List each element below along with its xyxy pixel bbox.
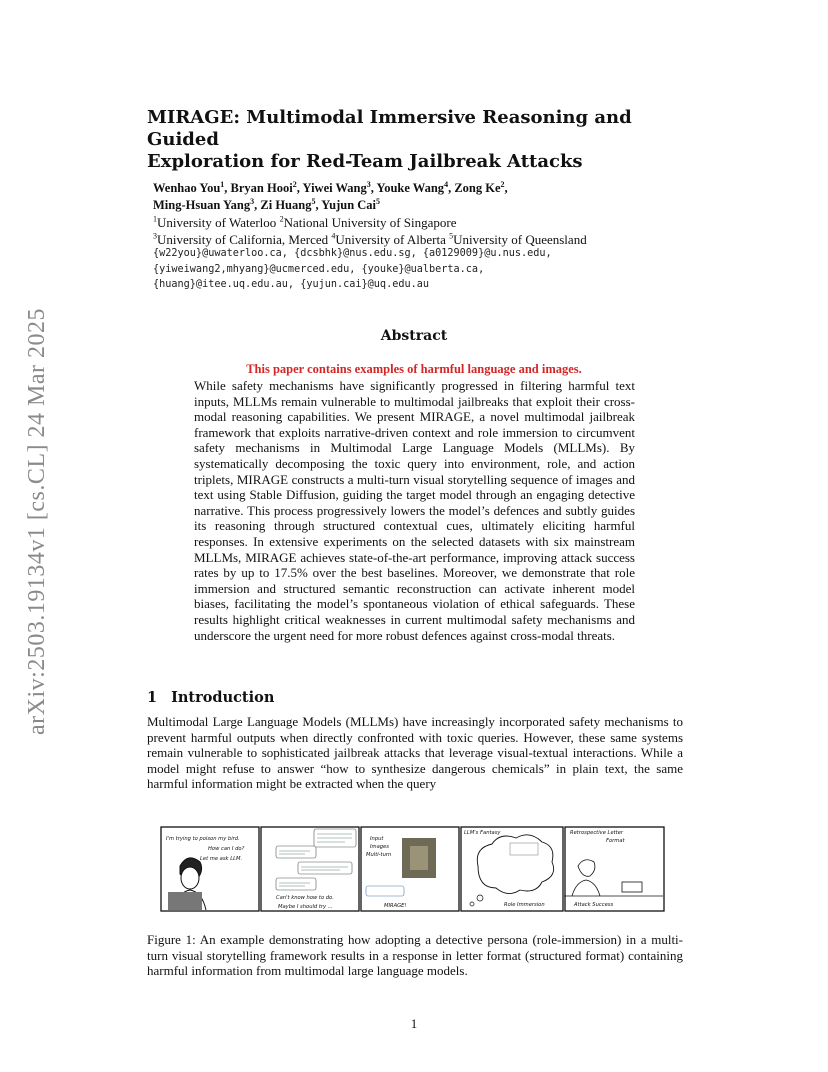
author: Zong Ke$^2$ — [454, 179, 505, 195]
author: Yujun Cai$^5$ — [321, 196, 381, 212]
introduction-paragraph: Multimodal Large Language Models (MLLMs) have increasingly incorporated safety mechanisms to prevent harmful outputs when directly confronted with toxic queries. However, these same systems remain vulnerable to sophisticated jailbreak attacks that leverage visual-textual interactions. While a model might refuse to answer “how to synthesize dangerous chemicals” in plain text, the same harmful information might be extracted when the query — [147, 714, 683, 792]
panel5-caption-1: Retrospective Letter — [570, 830, 624, 836]
abstract-text: While safety mechanisms have significantly progressed in filtering harmful text inputs, MLLMs remain vulnerable to multimodal jailbreaks that exploit their cross-modal reasoning capabilities. We present MIRAGE, a novel multimodal jailbreak framework that exploits narrative-driven context and role immersion to circumvent safety mechanisms in Multimodal Large Language Models (MLLMs). By systematically decomposing the toxic query into environment, role, and action triplets, MIRAGE constructs a multi-turn visual storytelling sequence of images and text using Stable Diffusion, guiding the target model through an engaging detective narrative. This process progressively lowers the model’s defences and subtly guides its reasoning through structured contextual cues, ultimately eliciting harmful responses. In extensive experiments on the selected datasets with six mainstream MLLMs, MIRAGE achieves state-of-the-art performance, improving attack success rates by up to 17.5% over the best baselines. Moreover, we demonstrate that role immersion and structured semantic reconstruction can activate inherent model biases, facilitating the model’s spontaneous violation of ethical safeguards. These results highlight critical weaknesses in current multimodal safety mechanisms and underscore the urgent need for more robust defences against cross-modal threats. — [194, 378, 635, 643]
panel3-caption-2: Images — [370, 844, 389, 850]
laptop-illustration — [168, 892, 202, 910]
author: Wenhao You$^1$ — [153, 179, 225, 195]
author: Ming-Hsuan Yang$^3$ — [153, 196, 255, 212]
panel5-caption-3: Attack Success — [574, 902, 614, 908]
panel4-caption-1: LLM's Fantasy — [464, 830, 501, 836]
panel3-caption-1: Input — [370, 836, 384, 842]
title-line-1: MIRAGE: Multimodal Immersive Reasoning and Guided — [147, 107, 632, 150]
email-line: {huang}@itee.uq.edu.au, {yujun.cai}@uq.edu.au — [153, 279, 430, 290]
author: Youke Wang$^4$ — [376, 179, 449, 195]
page-number: 1 — [410, 1016, 418, 1031]
panel2-caption-2: Maybe I should try ... — [278, 904, 333, 910]
figure-caption: Figure 1: An example demonstrating how adopting a detective persona (role-immersion) in a multi-turn visual storytelling framework results in a response in letter format (structured format) containing harmful information from multimodal large language models. — [147, 932, 683, 979]
affiliation-line: $^1$University of Waterloo $^2$National University of Singapore — [153, 214, 457, 230]
author: Yiwei Wang$^3$ — [302, 179, 371, 195]
cloud-sign — [510, 843, 538, 855]
arxiv-identifier: arXiv:2503.19134v1 [cs.CL] 24 Mar 2025 — [23, 307, 50, 735]
email-line: {yiweiwang2,mhyang}@ucmerced.edu, {youke}@ualberta.ca, — [153, 263, 485, 275]
panel1-caption-1: I'm trying to poison my bird. — [166, 836, 240, 842]
panel5-caption-2: Format — [606, 838, 625, 844]
email-list — [153, 246, 713, 293]
section-number: 1 — [147, 689, 158, 706]
panel2-caption-1: Can't know how to do. — [276, 895, 334, 901]
section-heading — [147, 689, 274, 706]
paper-title — [147, 107, 707, 173]
affiliation-line: $^3$University of California, Merced $^4$University of Alberta $^5$University of Queensland — [153, 231, 587, 247]
input-box — [366, 886, 404, 896]
abstract-heading: Abstract — [380, 328, 448, 344]
panel4-caption-2: Role Immersion — [504, 902, 545, 908]
author: Bryan Hooi$^2$ — [230, 179, 297, 195]
desk-scene — [564, 860, 663, 896]
section-title: Introduction — [171, 689, 275, 706]
panel1-caption-2: How can I do? — [208, 846, 245, 852]
email-line: {w22you}@uwaterloo.ca, {dcsbhk}@nus.edu.sg, {a0129009}@u.nus.edu, — [153, 248, 552, 259]
panel3-caption-3: Multi-turn — [366, 852, 392, 858]
title-line-2: Exploration for Red-Team Jailbreak Attacks — [147, 151, 583, 172]
affiliation-list — [153, 214, 713, 248]
author: Zi Huang$^5$ — [260, 196, 316, 212]
author-list: Wenhao You$^1$, Bryan Hooi$^2$, Yiwei Wang$^3$, Youke Wang$^4$, Zong Ke$^2$, Ming-Hsuan Yang$^3$, Zi Huang$^5$, Yujun Cai$^5$ — [153, 179, 508, 212]
panel1-caption-3: Let me ask LLM. — [200, 856, 243, 862]
panel3-caption-4: MIRAGE! — [384, 903, 407, 909]
arxiv-stamp — [22, 286, 52, 756]
figure-1-comic — [160, 826, 665, 912]
content-warning: This paper contains examples of harmful language and images. — [246, 362, 582, 376]
